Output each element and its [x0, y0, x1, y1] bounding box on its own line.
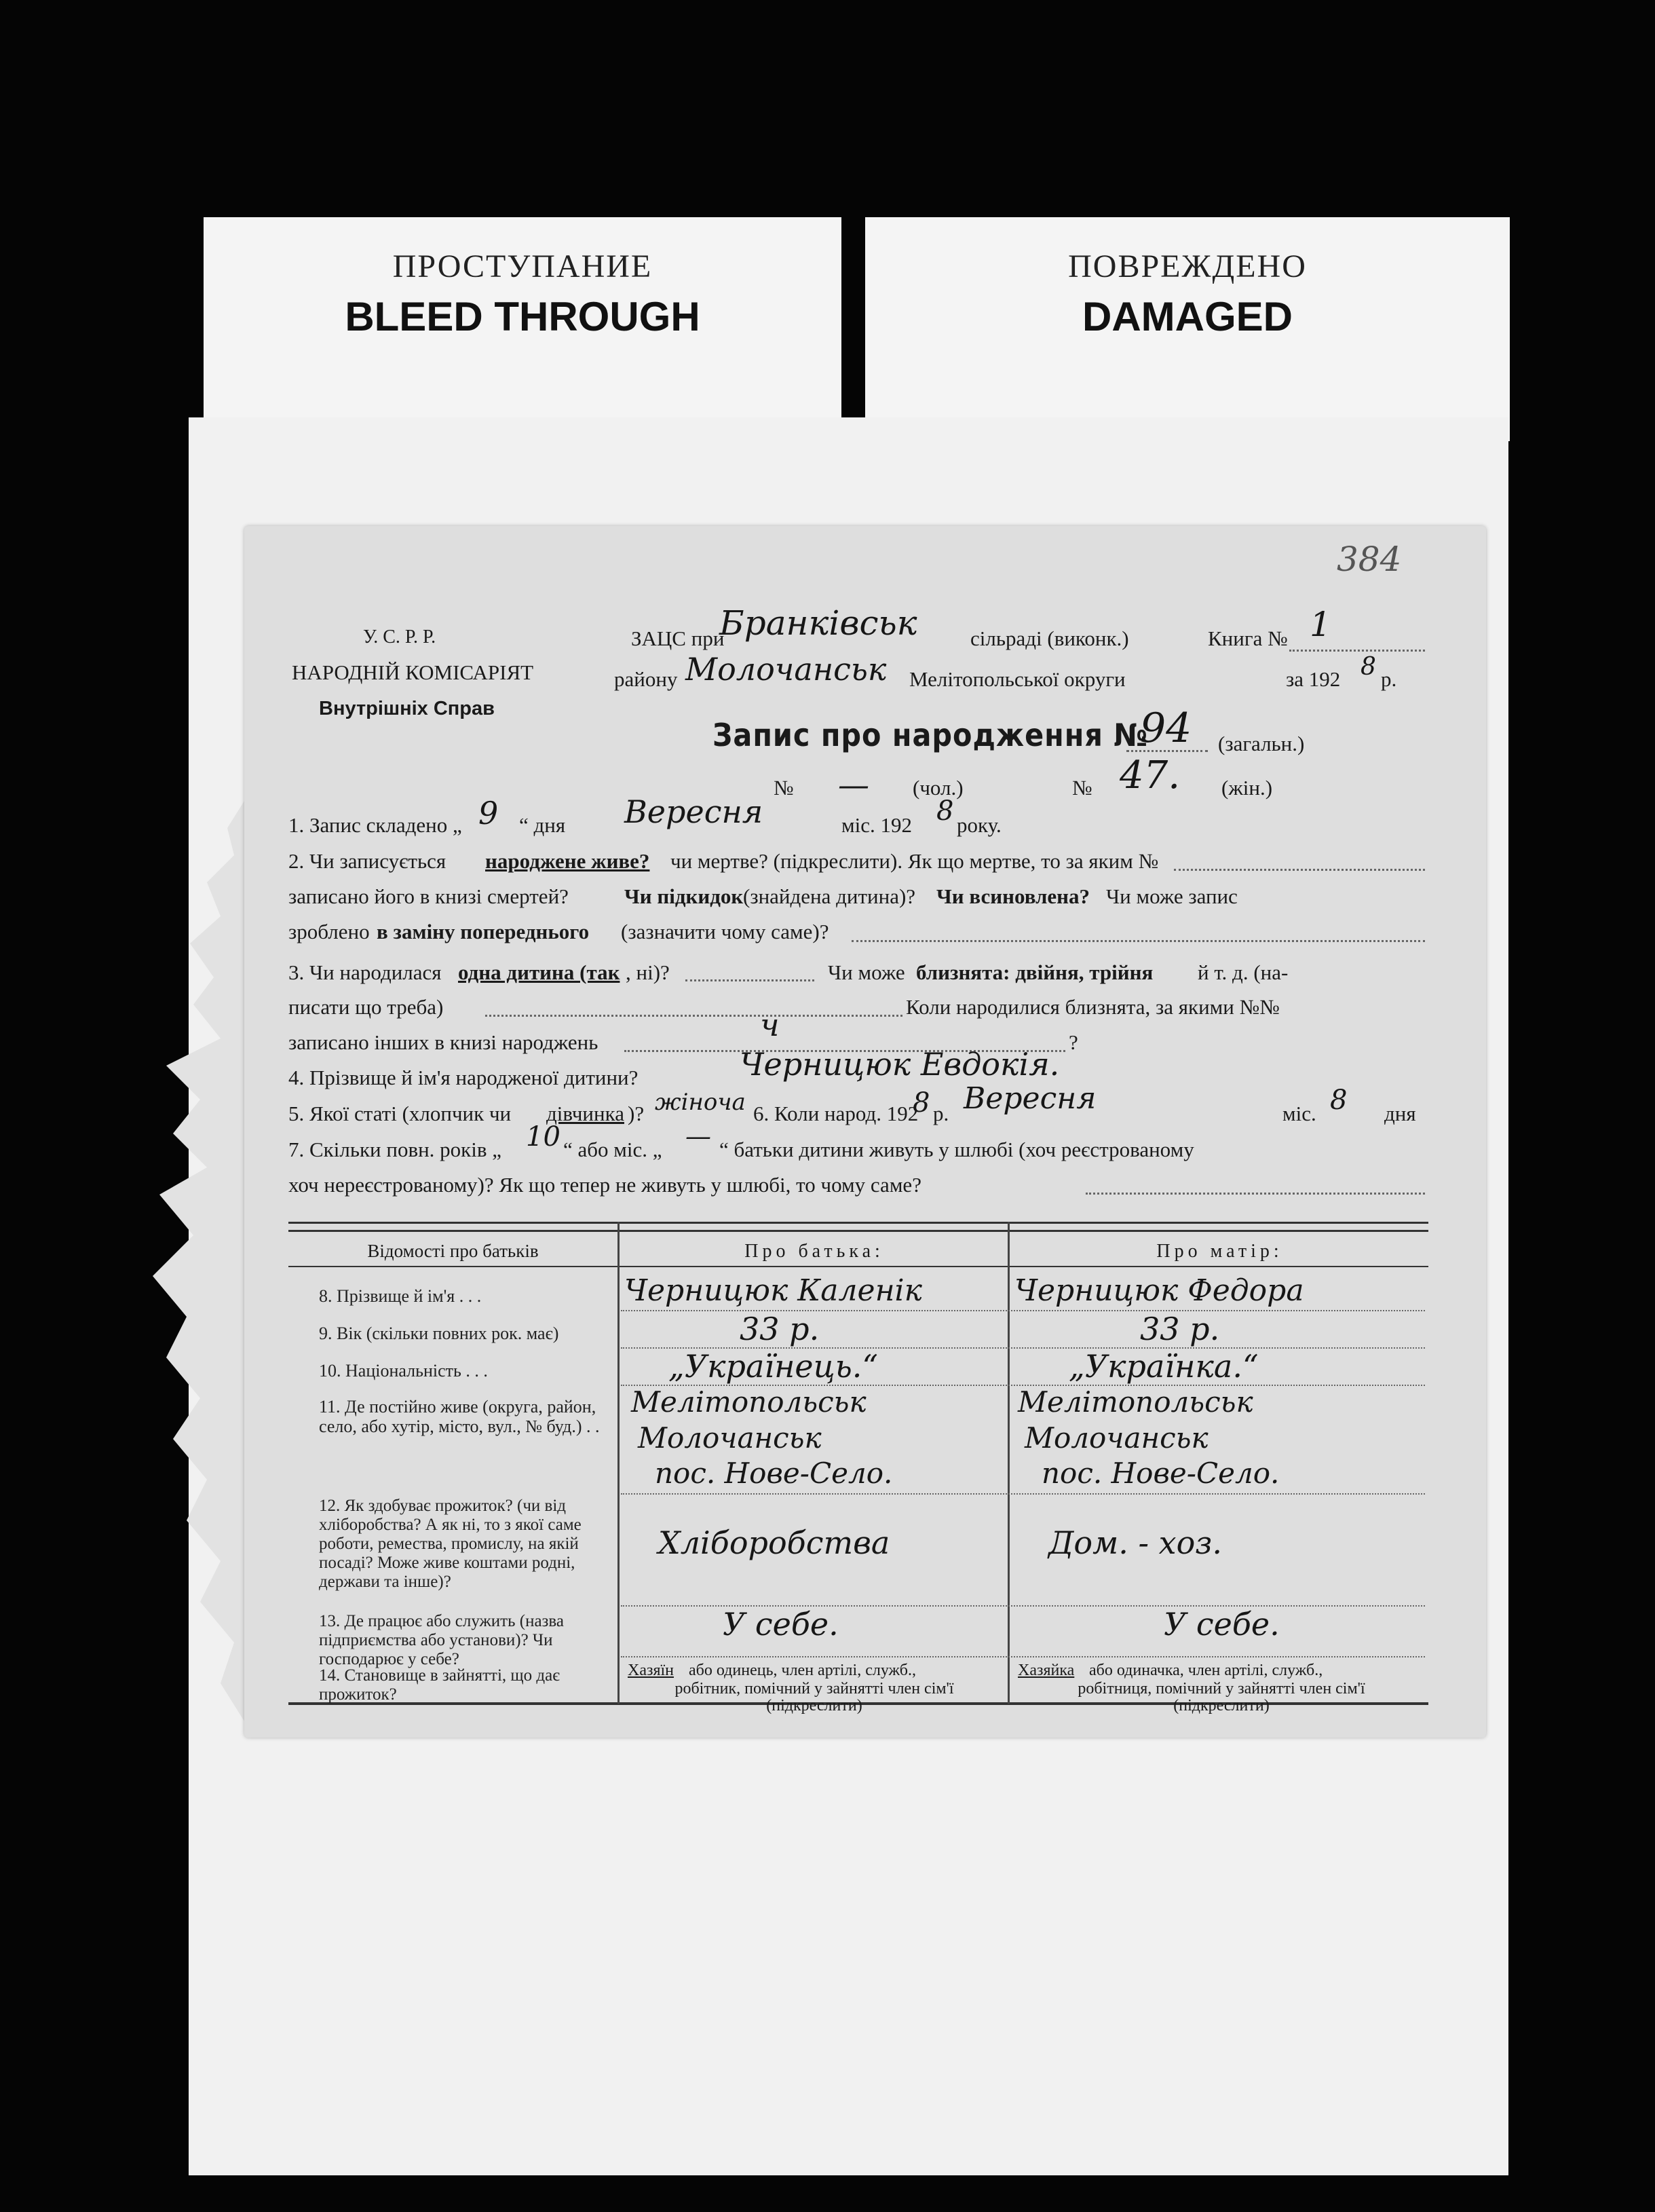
line5-c: )? [628, 1102, 645, 1125]
line2-adopted: Чи всиновлена? [936, 884, 1090, 908]
father-residence-1: Мелітопольськ [631, 1385, 867, 1419]
row-nationality-label: 10. Національність . . . [319, 1361, 488, 1381]
marriage-months-value: — [685, 1121, 711, 1151]
line7-a: 7. Скільки повн. років „ [288, 1138, 501, 1161]
total-label: (загальн.) [1218, 732, 1305, 755]
line4-a: 4. Прізвище й ім'я народженої дитини? [288, 1066, 639, 1089]
record-number-male: — [838, 766, 869, 803]
birth-day-value: 8 [1330, 1085, 1348, 1116]
bleed-through-label-ru: ПРОСТУПАНИЕ [392, 248, 653, 284]
male-label: (чол.) [913, 776, 964, 800]
year-value: 8 [1361, 653, 1376, 681]
mother-name-value: Черницюк Федора [1014, 1273, 1304, 1308]
record-number-total: 94 [1140, 705, 1192, 752]
father-status-d: (підкреслити) [766, 1697, 862, 1714]
mother-residence-1: Мелітопольськ [1018, 1385, 1253, 1419]
father-residence-3: пос. Нове-Село. [655, 1457, 893, 1490]
mother-status-a: Хазяйка [1018, 1662, 1075, 1679]
record-title: Запис про народження № [712, 717, 1149, 753]
line3-j: ? [1069, 1030, 1078, 1054]
bleed-through-label-en: BLEED THROUGH [345, 294, 700, 339]
line3-a: 3. Чи народилася [288, 960, 442, 984]
row-age-label: 9. Вік (скільки повних рок. має) [319, 1324, 559, 1343]
father-workplace-value: У себе. [723, 1606, 839, 1643]
commissariat-label: НАРОДНІЙ КОМІСАРІЯТ [292, 660, 534, 684]
line1-d: року. [957, 813, 1002, 837]
record-number-female: 47. [1120, 753, 1181, 798]
parents-table [288, 1222, 1479, 1714]
father-status-c: робітник, помічний у зайнятті член сім'ї [674, 1680, 954, 1698]
mother-nationality-value: „Українка.“ [1069, 1348, 1259, 1385]
table-head-mother: Про матір: [1156, 1241, 1283, 1262]
line2-c: чи мертве? (підкреслити). Як що мертве, то за яким № [670, 849, 1159, 873]
line2-foundling: Чи підкидок [624, 884, 744, 908]
line3-d: Чи може [828, 960, 905, 984]
line7-b: “ або міс. „ [563, 1138, 662, 1161]
damaged-label-en: DAMAGED [1082, 294, 1293, 339]
row-status-label: 14. Становище в зайнятті, що дає прожиток? [319, 1666, 560, 1704]
table-head-label: Відомості про батьків [367, 1241, 539, 1261]
line2-f: (знайдена дитина)? [743, 884, 916, 908]
marriage-years-value: 10 [526, 1121, 560, 1152]
child-name-value: Черницюк Евдокія. [740, 1046, 1060, 1083]
line3-f: й т. д. (на- [1198, 960, 1289, 984]
line3-h: Коли народилися близнята, за якими №№ [906, 995, 1280, 1019]
line1-b: “ дня [519, 813, 566, 837]
book-number-value: 1 [1310, 605, 1331, 644]
line2-d: записано його в книзі смертей? [288, 884, 569, 908]
male-no: № [774, 776, 794, 800]
line2-replacement: в заміну попереднього [377, 920, 590, 943]
line2-k: (зазначити чому саме)? [621, 920, 829, 943]
line2-alive: народжене живе? [485, 849, 650, 873]
line1-year: 8 [936, 795, 954, 827]
line3-c: , ні)? [626, 960, 670, 984]
father-status-a: Хазяїн [628, 1662, 674, 1679]
year-suffix: р. [1381, 667, 1397, 691]
line3-i: записано інших в книзі народжень [288, 1030, 598, 1054]
line6-c: міс. [1282, 1102, 1316, 1125]
father-nationality-value: „Українець.“ [668, 1348, 878, 1385]
zags-prefix: ЗАЦС при [631, 626, 725, 650]
book-label: Книга № [1208, 626, 1288, 650]
zags-village-value: Бранківськ [719, 603, 917, 643]
damaged-label-ru: ПОВРЕЖДЕНО [1068, 248, 1307, 284]
line2-a: 2. Чи записується [288, 849, 446, 873]
line6-year: 8 [913, 1087, 930, 1119]
mother-status-d: (підкреслити) [1173, 1697, 1270, 1714]
mother-workplace-value: У себе. [1164, 1606, 1280, 1643]
table-head-father: Про батька: [744, 1241, 884, 1262]
year-label: за 192 [1286, 667, 1341, 691]
line1-month: Вересня [624, 793, 763, 830]
line6-d: дня [1384, 1102, 1416, 1125]
district-suffix: Мелітопольської округи [909, 667, 1126, 691]
birth-month-value: Вересня [964, 1081, 1097, 1116]
female-label: (жін.) [1221, 776, 1273, 800]
line7-d: хоч нереєстрованому)? Як що тепер не живуть у шлюбі, то чому саме? [288, 1173, 921, 1197]
line5-girl: дівчинка [546, 1102, 624, 1125]
father-status-b: або одинець, член артілі, служб., [689, 1662, 916, 1679]
father-livelihood-value: Хліборобства [658, 1524, 890, 1561]
female-no: № [1072, 776, 1092, 800]
mother-status-c: робітниця, помічний у зайнятті член сім'ї [1078, 1680, 1365, 1698]
line3-g: писати що треба) [288, 995, 444, 1019]
row-livelihood-label: 12. Як здобуває прожиток? (чи від хліборобства? А як ні, то з якої саме роботи, ремества, промислу, на якій посаді? Може живе коштами родні, держави та інше)? [319, 1497, 582, 1591]
ussr-label: У. С. Р. Р. [363, 626, 436, 648]
line2-i: зроблено [288, 920, 370, 943]
district-prefix: району [614, 667, 678, 691]
line5-a: 5. Якої статі (хлопчик чи [288, 1102, 512, 1125]
line1-a: 1. Запис складено „ [288, 813, 462, 837]
zags-suffix: сільраді (виконк.) [970, 626, 1129, 650]
father-name-value: Черницюк Каленік [624, 1273, 922, 1308]
line1-day: 9 [478, 795, 499, 831]
birth-record-form [244, 526, 1486, 1738]
district-value: Молочанськ [685, 651, 887, 688]
internal-affairs-label: Внутрішніх Справ [319, 698, 495, 719]
mother-age-value: 33 р. [1140, 1311, 1220, 1347]
line6-a: 6. Коли народ. 192 [753, 1102, 919, 1125]
line2-h: Чи може запис [1106, 884, 1238, 908]
mother-status-b: або одиначка, член артілі, служб., [1089, 1662, 1323, 1679]
row-residence-label: 11. Де постійно живе (округа, район, село, або хутір, місто, вул., № буд.) . . [319, 1397, 600, 1437]
mother-livelihood-value: Дом. - хоз. [1048, 1524, 1222, 1561]
line3-one-child: одна дитина (так [458, 960, 620, 984]
mother-residence-3: пос. Нове-Село. [1042, 1457, 1280, 1490]
damaged-card [865, 217, 1510, 441]
row-workplace-label: 13. Де працює або служить (назва підприємства або установи)? Чи господарює у себе? [319, 1612, 564, 1668]
row-name-label: 8. Прізвище й ім'я . . . [319, 1286, 482, 1306]
father-age-value: 33 р. [740, 1311, 820, 1347]
line1-c: міс. 192 [841, 813, 912, 837]
bleed-through-card [204, 217, 841, 441]
line6-b: р. [933, 1102, 949, 1125]
line3-answer: ч [760, 1007, 780, 1043]
father-residence-2: Молочанськ [638, 1421, 822, 1455]
mother-residence-2: Молочанськ [1025, 1421, 1209, 1455]
page-number: 384 [1337, 540, 1402, 579]
child-sex-value: жіноча [655, 1089, 746, 1116]
line3-twins: близнята: двійня, трійня [916, 960, 1154, 984]
line7-c: “ батьки дитини живуть у шлюбі (хоч реєстрованому [719, 1138, 1194, 1161]
